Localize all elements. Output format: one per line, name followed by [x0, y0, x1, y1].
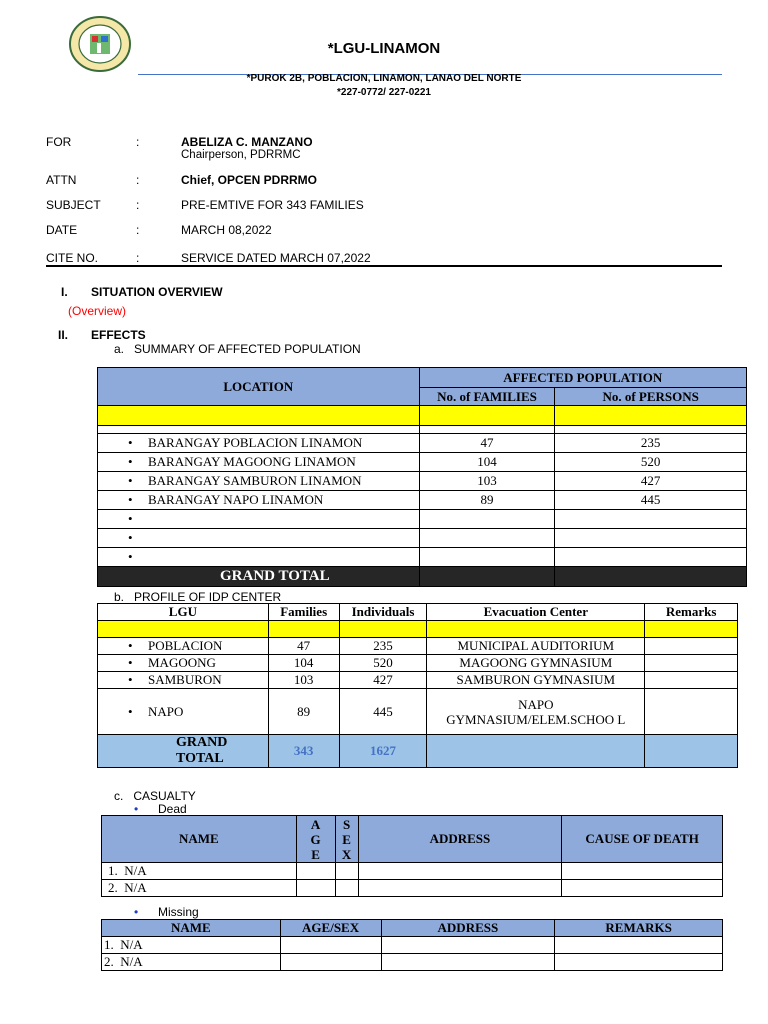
col-sex-header: S E X	[335, 816, 358, 863]
cite-label: CITE NO.	[46, 251, 99, 265]
col-families-header: Families	[268, 604, 339, 621]
for-label: FOR	[46, 135, 72, 149]
grand-total-row	[98, 567, 747, 587]
grand-total-row	[98, 735, 738, 768]
highlight-row	[98, 621, 738, 638]
subject-colon: :	[136, 198, 140, 212]
table-row: •	[98, 510, 747, 529]
table-row: • BARANGAY POBLACION LINAMON 47 235	[98, 434, 747, 453]
subject-value: PRE-EMTIVE FOR 343 FAMILIES	[181, 198, 364, 212]
col-persons-header: No. of PERSONS	[555, 388, 747, 406]
section-2-number: II.	[58, 328, 69, 342]
table-row: •	[98, 548, 747, 567]
highlight-row	[98, 406, 747, 426]
table-row: • NAPO 89 445 NAPO GYMNASIUM/ELEM.SCHOO L	[98, 689, 738, 735]
grand-total-label: GRAND TOTAL	[98, 567, 420, 587]
col-affected-header: AFFECTED POPULATION	[419, 368, 746, 388]
col-families-header: No. of FAMILIES	[419, 388, 555, 406]
col-remarks-header: REMARKS	[555, 920, 723, 937]
col-lgu-header: LGU	[98, 604, 269, 621]
missing-casualty-table	[101, 919, 723, 971]
col-remarks-header: Remarks	[645, 604, 738, 621]
dead-label: Dead	[158, 802, 187, 816]
memo-divider	[46, 265, 722, 267]
attn-label: ATTN	[46, 173, 77, 187]
attn-value: Chief, OPCEN PDRRMO	[181, 173, 318, 187]
header-address: *PUROK 2B, POBLACION, LINAMON, LANAO DEL NORTE	[246, 73, 522, 84]
table-row: • MAGOONG 104 520 MAGOONG GYMNASIUM	[98, 655, 738, 672]
overview-note: (Overview)	[68, 304, 127, 318]
subsection-a-title: a. SUMMARY OF AFFECTED POPULATION	[114, 342, 361, 356]
attn-colon: :	[136, 173, 140, 187]
cite-value: SERVICE DATED MARCH 07,2022	[181, 251, 371, 265]
subsection-b-title: b. PROFILE OF IDP CENTER	[114, 590, 282, 604]
section-1-number: I.	[61, 285, 68, 299]
subject-label: SUBJECT	[46, 198, 101, 212]
col-evacuation-center-header: Evacuation Center	[427, 604, 645, 621]
table-row: 2. N/A	[102, 880, 723, 897]
date-value: MARCH 08,2022	[181, 223, 272, 237]
date-label: DATE	[46, 223, 78, 237]
for-subtitle: Chairperson, PDRRMC	[181, 149, 301, 161]
col-age-header: A G E	[296, 816, 335, 863]
dead-bullet: •	[134, 802, 139, 816]
table-row: • BARANGAY SAMBURON LINAMON 103 427	[98, 472, 747, 491]
grand-total-label-line2: TOTAL	[176, 751, 224, 766]
grand-total-label-line1: GRAND	[176, 735, 228, 750]
for-colon: :	[136, 135, 140, 149]
col-location-header: LOCATION	[98, 368, 420, 406]
table-row: 1. N/A	[102, 863, 723, 880]
dead-casualty-table	[101, 815, 723, 897]
table-row: • BARANGAY NAPO LINAMON 89 445	[98, 491, 747, 510]
col-cause-header: CAUSE OF DEATH	[562, 816, 723, 863]
for-value: ABELIZA C. MANZANO	[181, 135, 313, 149]
col-address-header: ADDRESS	[381, 920, 555, 937]
table-row: • POBLACION 47 235 MUNICIPAL AUDITORIUM	[98, 638, 738, 655]
grand-total-families: 343	[268, 735, 339, 768]
document-title: *LGU-LINAMON	[327, 40, 441, 57]
col-name-header: NAME	[102, 920, 281, 937]
table-row: •	[98, 529, 747, 548]
section-1-title: SITUATION OVERVIEW	[91, 285, 223, 299]
missing-bullet: •	[134, 905, 139, 919]
header-phone: *227-0772/ 227-0221	[337, 87, 431, 98]
date-colon: :	[136, 223, 140, 237]
table-row: 1. N/A	[102, 937, 723, 954]
section-2-title: EFFECTS	[91, 328, 146, 342]
table-row: • BARANGAY MAGOONG LINAMON 104 520	[98, 453, 747, 472]
missing-label: Missing	[158, 905, 199, 919]
col-name-header: NAME	[102, 816, 297, 863]
table-row: 2. N/A	[102, 954, 723, 971]
col-address-header: ADDRESS	[358, 816, 562, 863]
grand-total-individuals: 1627	[339, 735, 427, 768]
cite-colon: :	[136, 251, 140, 265]
subsection-c-title: c. CASUALTY	[114, 789, 196, 803]
col-individuals-header: Individuals	[339, 604, 427, 621]
col-agesex-header: AGE/SEX	[280, 920, 381, 937]
affected-population-table	[97, 367, 747, 587]
idp-center-table	[97, 603, 738, 768]
table-row: • SAMBURON 103 427 SAMBURON GYMNASIUM	[98, 672, 738, 689]
